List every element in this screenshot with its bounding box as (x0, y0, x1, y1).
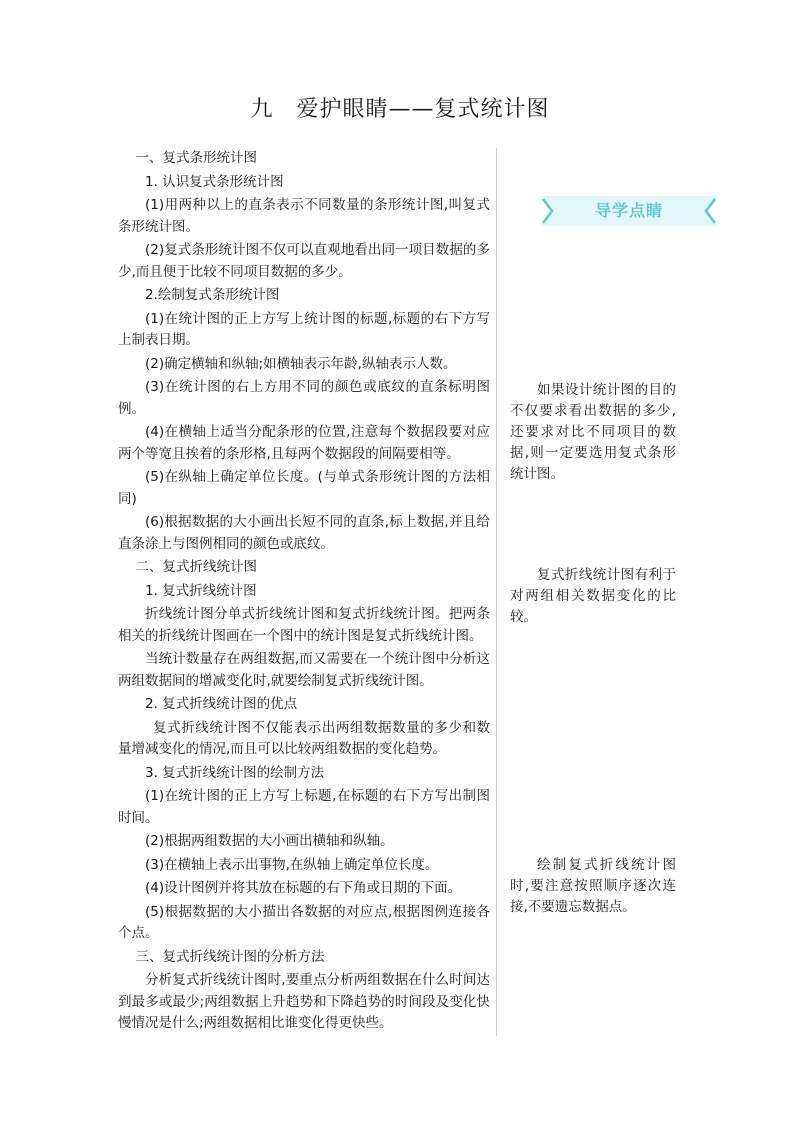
paragraph: (1)在统计图的正上方写上标题,在标题的右下方写出制图时间。 (118, 788, 490, 826)
paragraph: 分析复式折线统计图时,要重点分析两组数据在什么时间达到最多或最少;两组数据上升趋势和下降趋势的时间段及变化快慢情况是什么;两组数据相比谁变化得更快些。 (118, 972, 490, 1031)
banner-label: 导学点睛 (594, 201, 663, 220)
sidebar-note-text: 复式折线统计图有利于对两组相关数据变化的比较。 (510, 567, 676, 625)
section-heading: 三、复式折线统计图的分析方法 (135, 948, 325, 965)
paragraph: (2)复式条形统计图不仅可以直观地看出同一项目数据的多少,而且便于比较不同项目数据的多少。 (118, 242, 490, 280)
section-heading: 二、复式折线统计图 (135, 559, 258, 575)
guide-banner (540, 196, 718, 226)
paragraph: (5)在纵轴上确定单位长度。(与单式条形统计图的方法相同) (118, 469, 490, 507)
sidebar-note (510, 380, 676, 485)
subsection-heading: 2.绘制复式条形统计图 (145, 287, 280, 303)
sidebar-note (510, 565, 676, 628)
section-heading: 一、复式条形统计图 (135, 150, 258, 166)
paragraph: (2)根据两组数据的大小画出横轴和纵轴。 (145, 833, 394, 849)
paragraph: 复式折线统计图不仅能表示出两组数据数量的多少和数量增减变化的情况,而且可以比较两组数据的变化趋势。 (118, 719, 490, 757)
paragraph: 当统计数量存在两组数据,而又需要在一个统计图中分析这两组数据间的增减变化时,就要绘制复式折线统计图。 (118, 651, 490, 689)
subsection-heading: 3. 复式折线统计图的绘制方法 (145, 764, 325, 781)
paragraph: (1)用两种以上的直条表示不同数量的条形统计图,叫复式条形统计图。 (118, 197, 490, 235)
paragraph: (5)根据数据的大小描出各数据的对应点,根据图例连接各个点。 (118, 903, 490, 941)
sidebar-note (510, 855, 676, 918)
paragraph: (3)在横轴上表示出事物,在纵轴上确定单位长度。 (145, 856, 439, 873)
subsection-heading: 1. 认识复式条形统计图 (145, 173, 284, 190)
paragraph: (6)根据数据的大小画出长短不同的直条,标上数据,并且给直条涂上与图例相同的颜色或底纹。 (118, 514, 490, 552)
sidebar-note-text: 绘制复式折线统计图时,要注意按照顺序逐次连接,不要遗忘数据点。 (510, 857, 676, 915)
paragraph: 折线统计图分单式折线统计图和复式折线统计图。把两条相关的折线统计图画在一个图中的统计图是复式折线统计图。 (118, 606, 490, 644)
paragraph: (3)在统计图的右上方用不同的颜色或底纹的直条标明图例。 (118, 379, 490, 417)
sidebar-note-text: 如果设计统计图的目的不仅要求看出数据的多少,还要求对比不同项目的数据,则一定要选用复式条形统计图。 (510, 382, 676, 482)
paragraph: (1)在统计图的正上方写上统计图的标题,标题的右下方写上制表日期。 (118, 310, 490, 348)
main-content (118, 148, 490, 1037)
paragraph: (2)确定横轴和纵轴;如横轴表示年龄,纵轴表示人数。 (145, 355, 457, 372)
paragraph: (4)设计图例并将其放在标题的右下角或日期的下面。 (145, 880, 462, 896)
column-divider (496, 148, 497, 1036)
page-title: 九 爱护眼睛——复式统计图 (250, 97, 550, 122)
subsection-heading: 2. 复式折线统计图的优点 (145, 696, 298, 712)
subsection-heading: 1. 复式折线统计图 (145, 582, 257, 599)
paragraph: (4)在横轴上适当分配条形的位置,注意每个数据段要对应两个等宽且挨着的条形格,且每两个数据段的间隔要相等。 (118, 424, 490, 462)
